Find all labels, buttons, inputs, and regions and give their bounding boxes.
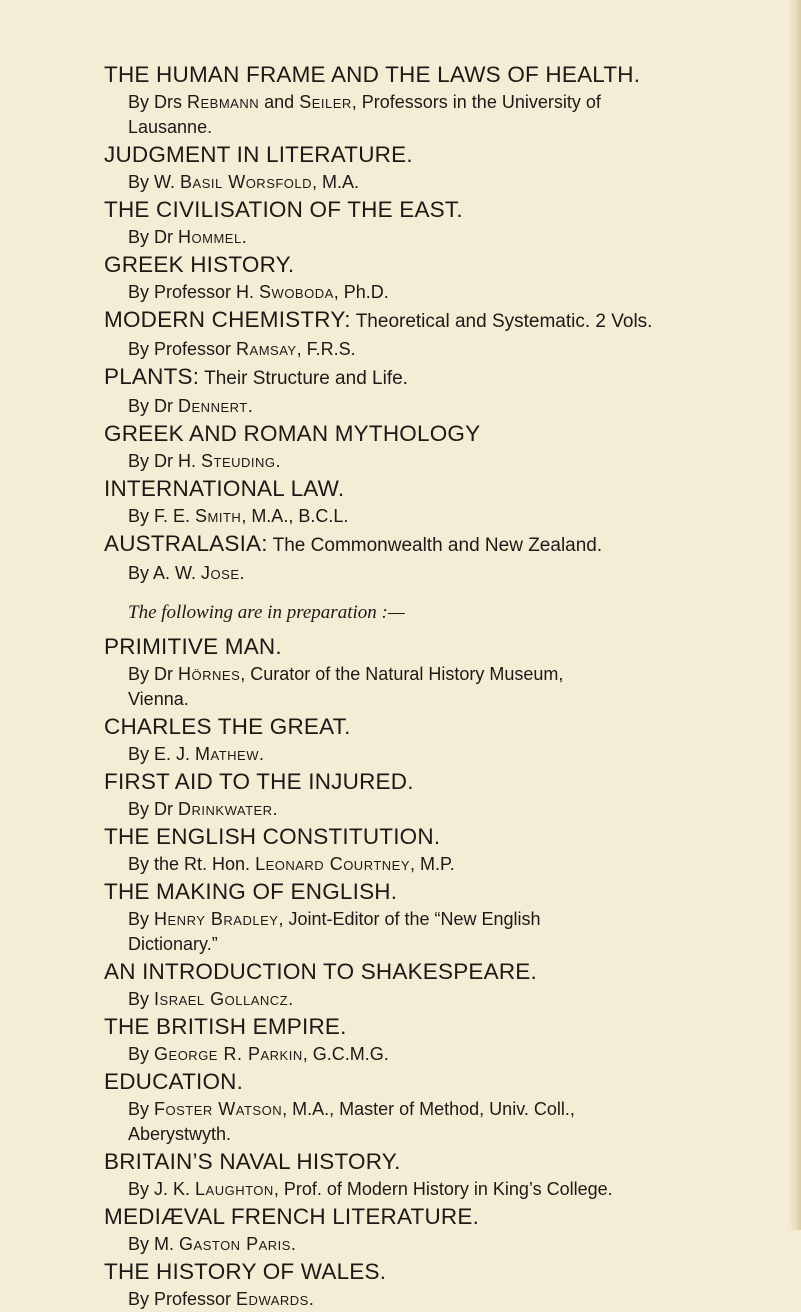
book-author-line xyxy=(104,90,774,115)
author-details-continued: Vienna. xyxy=(128,689,189,709)
book-title: PLANTS: xyxy=(104,364,200,389)
book-author-line xyxy=(104,280,774,305)
book-author-line xyxy=(104,1232,774,1257)
by-text: By Drs xyxy=(128,92,188,112)
by-text: By Dr H. xyxy=(128,451,202,471)
book-author-line xyxy=(104,449,774,474)
book-title: JUDGMENT IN LITERATURE. xyxy=(104,142,413,167)
author-details: . xyxy=(241,227,247,247)
author-details: , M.A. xyxy=(312,172,360,192)
author-details: . xyxy=(275,451,281,471)
book-author-line xyxy=(104,662,774,687)
author-name: Henry Bradley xyxy=(154,909,279,929)
author-details: , Prof. of Modern History in King’s College. xyxy=(273,1179,613,1199)
author-name: Edwards xyxy=(236,1289,309,1309)
by-text: By E. J. xyxy=(128,744,196,764)
book-entry xyxy=(104,60,774,140)
book-author-line xyxy=(104,1287,774,1312)
book-entry xyxy=(104,822,774,877)
author-details: . xyxy=(239,563,245,583)
by-text: By Professor xyxy=(128,339,237,359)
author-name: Mathew xyxy=(195,744,260,764)
author-name: Hörnes xyxy=(178,664,241,684)
page-edge xyxy=(787,0,801,1230)
by-text: By F. E. xyxy=(128,506,196,526)
author-details: . xyxy=(259,744,265,764)
by-text: By Professor H. xyxy=(128,282,260,302)
author-details: . xyxy=(290,1234,296,1254)
author-details: , F.R.S. xyxy=(296,339,356,359)
book-entry xyxy=(104,1067,774,1147)
author-name: Laughton xyxy=(195,1179,274,1199)
book-title: CHARLES THE GREAT. xyxy=(104,714,351,739)
author-details: . xyxy=(247,396,253,416)
author-name: Swoboda xyxy=(259,282,334,302)
book-author-line xyxy=(104,337,774,362)
by-text: By J. K. xyxy=(128,1179,196,1199)
author-name: Foster Watson xyxy=(154,1099,283,1119)
book-author-line xyxy=(104,394,774,419)
book-title: THE ENGLISH CONSTITUTION. xyxy=(104,824,441,849)
book-title: PRIMITIVE MAN. xyxy=(104,634,282,659)
author-name: Israel Gollancz xyxy=(154,989,289,1009)
book-author-line xyxy=(104,561,774,586)
author-details-continued: Aberystwyth. xyxy=(128,1124,232,1144)
book-subtitle: Theoretical and Systematic. 2 Vols. xyxy=(350,311,653,332)
book-entry xyxy=(104,474,774,529)
author-details: , Joint-Editor of the “New English xyxy=(278,909,541,929)
book-title: AN INTRODUCTION TO SHAKESPEARE. xyxy=(104,959,537,984)
book-entry xyxy=(104,362,774,419)
by-text: By the Rt. Hon. xyxy=(128,854,256,874)
author-name: Seiler xyxy=(299,92,352,112)
book-title: GREEK AND ROMAN MYTHOLOGY xyxy=(104,421,481,446)
book-subtitle: The Commonwealth and New Zealand. xyxy=(267,535,603,556)
book-list xyxy=(104,60,774,1312)
book-author-line xyxy=(104,1097,774,1122)
author-name: Steuding xyxy=(201,451,276,471)
book-title: THE CIVILISATION OF THE EAST. xyxy=(104,197,463,222)
book-author-line xyxy=(104,170,774,195)
author-name: Smith xyxy=(195,506,242,526)
by-text: By Dr xyxy=(128,227,179,247)
book-author-line xyxy=(104,852,774,877)
author-details: , M.A., B.C.L. xyxy=(241,506,349,526)
book-author-line xyxy=(104,1177,774,1202)
book-entry xyxy=(104,1012,774,1067)
author-details: . xyxy=(308,1289,314,1309)
book-title-line xyxy=(104,305,774,337)
book-title: MEDIÆVAL FRENCH LITERATURE. xyxy=(104,1204,480,1229)
book-title: GREEK HISTORY. xyxy=(104,252,295,277)
author-name: Ramsay xyxy=(236,339,297,359)
author-details-continued: Dictionary.” xyxy=(128,934,218,954)
by-text: By xyxy=(128,1044,155,1064)
book-entry xyxy=(104,767,774,822)
by-text: By M. xyxy=(128,1234,180,1254)
book-entry xyxy=(104,632,774,712)
author-details: , M.A., Master of Method, Univ. Coll., xyxy=(282,1099,575,1119)
author-name: Gaston Paris xyxy=(179,1234,291,1254)
author-name: Basil Worsfold xyxy=(180,172,313,192)
by-text: By Dr xyxy=(128,664,179,684)
book-author-line xyxy=(104,742,774,767)
book-title: THE MAKING OF ENGLISH. xyxy=(104,879,398,904)
book-title: THE HISTORY OF WALES. xyxy=(104,1259,387,1284)
book-author-line xyxy=(104,987,774,1012)
book-entry xyxy=(104,1147,774,1202)
author-details: , Professors in the University of xyxy=(351,92,601,112)
book-title-line xyxy=(104,529,774,561)
book-author-line xyxy=(104,797,774,822)
by-text: By Professor xyxy=(128,1289,237,1309)
author-details: . xyxy=(288,989,294,1009)
book-entry xyxy=(104,419,774,474)
book-title: INTERNATIONAL LAW. xyxy=(104,476,345,501)
by-text: and xyxy=(259,92,300,112)
book-author-line xyxy=(104,1042,774,1067)
book-entry xyxy=(104,529,774,586)
book-title-line xyxy=(104,362,774,394)
book-subtitle: Their Structure and Life. xyxy=(199,368,408,389)
book-title: EDUCATION. xyxy=(104,1069,244,1094)
author-name: Dennert xyxy=(178,396,248,416)
by-text: By xyxy=(128,989,155,1009)
book-entry xyxy=(104,250,774,305)
author-name: Rebmann xyxy=(187,92,260,112)
author-details: , G.C.M.G. xyxy=(302,1044,389,1064)
book-title: MODERN CHEMISTRY: xyxy=(104,307,351,332)
author-details: . xyxy=(272,799,278,819)
by-text: By A. W. xyxy=(128,563,202,583)
book-title: FIRST AID TO THE INJURED. xyxy=(104,769,414,794)
book-entry xyxy=(104,1257,774,1312)
book-title: THE BRITISH EMPIRE. xyxy=(104,1014,347,1039)
author-name: George R. Parkin xyxy=(154,1044,303,1064)
author-name: Hommel xyxy=(178,227,242,247)
author-details: , Ph.D. xyxy=(333,282,389,302)
book-author-line xyxy=(104,504,774,529)
book-entry xyxy=(104,140,774,195)
author-details: , Curator of the Natural History Museum, xyxy=(240,664,564,684)
by-text: By xyxy=(128,1099,155,1119)
by-text: By Dr xyxy=(128,799,179,819)
preparation-note: The following are in preparation :— xyxy=(128,602,405,623)
by-text: By Dr xyxy=(128,396,179,416)
author-name: Jose xyxy=(201,563,240,583)
by-text: By W. xyxy=(128,172,181,192)
book-title: THE HUMAN FRAME AND THE LAWS OF HEALTH. xyxy=(104,62,641,87)
book-entry xyxy=(104,877,774,957)
book-entry xyxy=(104,305,774,362)
by-text: By xyxy=(128,909,155,929)
author-details: , M.P. xyxy=(410,854,455,874)
book-title: AUSTRALASIA: xyxy=(104,531,268,556)
book-entry xyxy=(104,712,774,767)
author-name: Drinkwater xyxy=(178,799,273,819)
author-details-continued: Lausanne. xyxy=(128,117,213,137)
book-title: BRITAIN’S NAVAL HISTORY. xyxy=(104,1149,401,1174)
author-name: Leonard Courtney xyxy=(255,854,411,874)
book-entry xyxy=(104,195,774,250)
book-entry xyxy=(104,957,774,1012)
book-author-line xyxy=(104,907,774,932)
book-author-line xyxy=(104,225,774,250)
